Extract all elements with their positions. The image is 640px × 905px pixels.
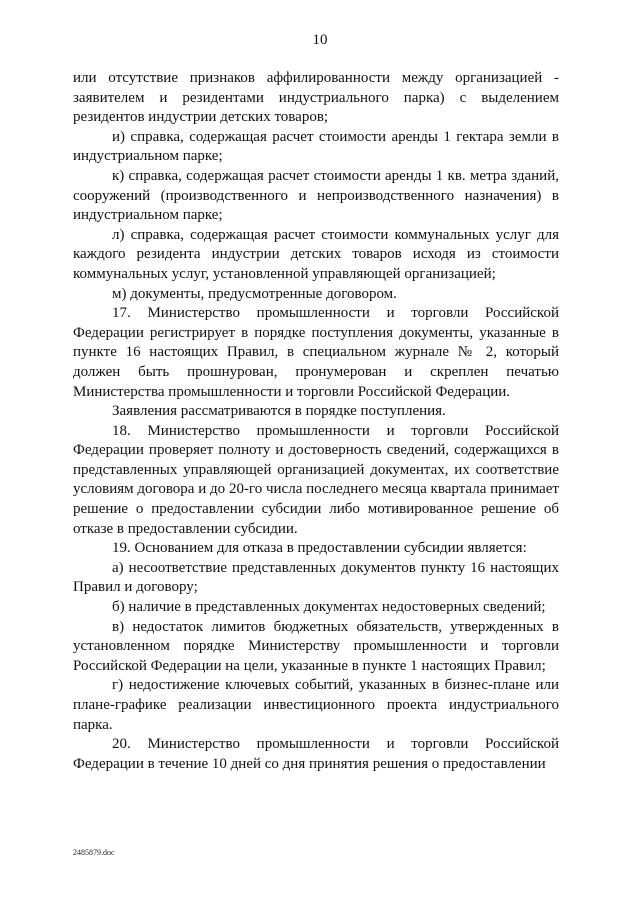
- paragraph-clause-18: 18. Министерство промышленности и торговли Российской Федерации проверяет полноту и достоверность сведений, содержащихся в представленных управляющей организацией документах, их соответствие условиям договора и до 20-го числа последнего месяца квартала принимает решение о предоставлении субсидии либо мотивированное решение об отказе в предоставлении субсидии.: [73, 422, 559, 537]
- paragraph-item-g: г) недостижение ключевых событий, указанных в бизнес-плане или плане-графике реализации инвестиционного проекта индустриального парка.: [73, 677, 559, 733]
- paragraph-clause-19: 19. Основанием для отказа в предоставлении субсидии является:: [112, 540, 527, 557]
- paragraph-item-i: и) справка, содержащая расчет стоимости аренды 1 гектара земли в индустриальном парке;: [73, 128, 559, 165]
- paragraph-continuation: или отсутствие признаков аффилированности между организацией - заявителем и резидентами индустриального парка) с выделением резидентов индустрии детских товаров;: [73, 70, 559, 126]
- paragraph-item-k: к) справка, содержащая расчет стоимости аренды 1 кв. метра зданий, сооружений (производственного и непроизводственного назначения) в индустриальном парке;: [73, 167, 559, 224]
- footer-file-name: 2485879.doc: [73, 848, 115, 857]
- paragraph-item-v: в) недостаток лимитов бюджетных обязательств, утвержденных в установленном порядке Министерству промышленности и торговли Российской Федерации на цели, указанные в пункте 1 настоящих Правил;: [73, 618, 559, 674]
- paragraph-applications-order: Заявления рассматриваются в порядке поступления.: [112, 403, 446, 420]
- document-body: [73, 69, 559, 774]
- paragraph-item-l: л) справка, содержащая расчет стоимости коммунальных услуг для каждого резидента индустрии детских товаров исходя из стоимости коммунальных услуг, установленной управляющей организацией;: [73, 226, 559, 282]
- paragraph-item-m: м) документы, предусмотренные договором.: [112, 285, 397, 302]
- paragraph-item-b: б) наличие в представленных документах недостоверных сведений;: [112, 599, 546, 616]
- paragraph-item-a: а) несоответствие представленных документов пункту 16 настоящих Правил и договору;: [73, 559, 559, 596]
- paragraph-clause-17: 17. Министерство промышленности и торговли Российской Федерации регистрирует в порядке поступления документы, указанные в пункте 16 настоящих Правил, в специальном журнале № 2, который должен быть прошнурован, пронумерован и скреплен печатью Министерства промышленности и торговли Российской Федерации.: [73, 305, 559, 400]
- paragraph-clause-20: 20. Министерство промышленности и торговли Российской Федерации в течение 10 дней со дня принятия решения о предоставлении: [73, 736, 559, 772]
- page-number: 10: [312, 32, 328, 48]
